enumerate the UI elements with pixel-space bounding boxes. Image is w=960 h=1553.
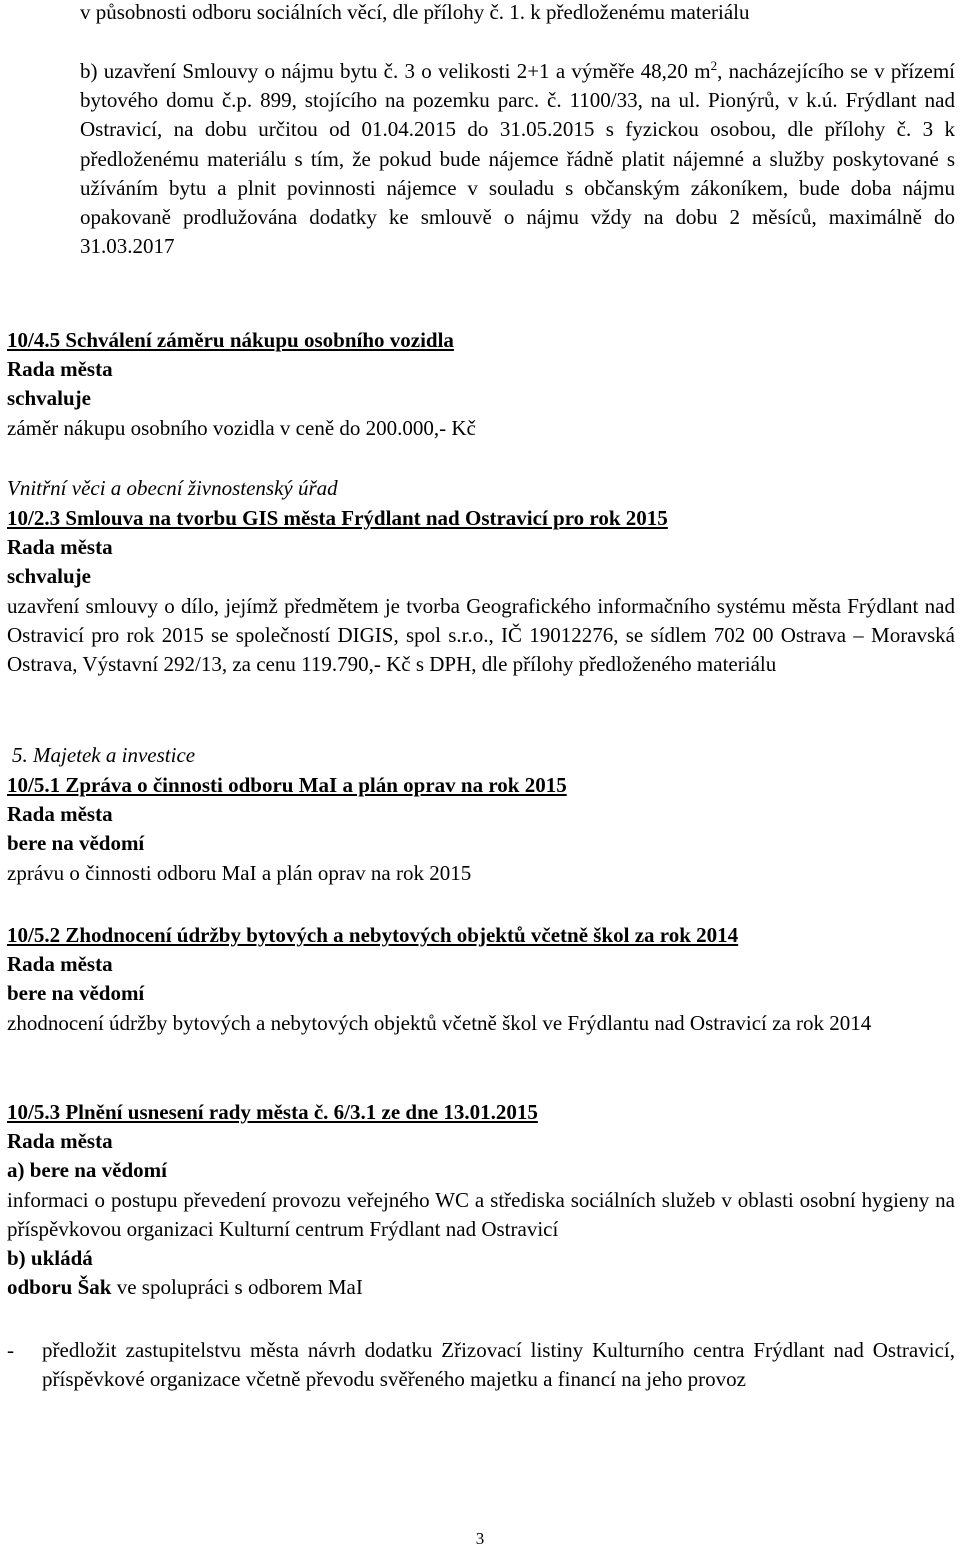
item-b-text-post: , nacházejícího se v přízemí bytového domu č.p. 899, stojícího na pozemku parc. č. 1100/33, na ul. Pionýrů, v k.ú. Frýdlant nad Ostravicí, na dobu určitou od 01.04.2015 do 31.05.2015 s fyzickou osobou, dle přílohy č. 3 k předloženému materiálu s tím, že pokud bude nájemce řádně platit nájemné a služby poskytované s užíváním bytu a plnit povinnosti nájemce v souladu s občanským zákoníkem, bude doba nájmu opakovaně prodlužována dodatky ke smlouvě o nájmu vždy na dobu 2 měsíců, maximálně do 31.03.2017 <box>80 59 956 259</box>
resolution-text: zprávu o činnosti odboru MaI a plán oprav na rok 2015 <box>7 860 472 885</box>
resolution-10-4-5 <box>7 326 955 443</box>
resolution-verb: schvaluje <box>7 564 91 589</box>
resolution-10-5-3 <box>7 1098 955 1302</box>
section-title-internal-affairs: Vnitřní věci a obecní živnostenský úřad <box>7 476 338 500</box>
resolution-text: zhodnocení údržby bytových a nebytových objektů včetně škol ve Frýdlantu nad Ostravicí za rok 2014 <box>7 1010 872 1035</box>
resolution-heading: 10/4.5 Schválení záměru nákupu osobního vozidla <box>7 328 454 352</box>
resolution-10-2-3 <box>7 504 955 679</box>
addressee-bold: odboru Šak <box>7 1275 112 1300</box>
intro-line: v působnosti odboru sociálních věcí, dle přílohy č. 1. k předloženému materiálu <box>80 0 750 24</box>
dash-bullet: - <box>7 1338 14 1362</box>
resolution-heading: 10/5.3 Plnění usnesení rady města č. 6/3.1 ze dne 13.01.2015 <box>7 1100 538 1124</box>
item-b-superscript: 2 <box>710 58 718 73</box>
resolution-10-5-1 <box>7 771 955 888</box>
council-label: Rada města <box>7 357 113 382</box>
council-label: Rada města <box>7 1129 113 1154</box>
resolution-heading: 10/2.3 Smlouva na tvorbu GIS města Frýdlant nad Ostravicí pro rok 2015 <box>7 506 668 530</box>
resolution-text: uzavření smlouvy o dílo, jejímž předmětem je tvorba Geografického informačního systému města Frýdlant nad Ostravicí pro rok 2015 se společností DIGIS, spol s.r.o., IČ 19012276, se sídlem 702 00 Ostrava – Moravská Ostrava, Výstavní 292/13, za cenu 119.790,- Kč s DPH, dle přílohy předloženého materiálu <box>7 593 955 677</box>
resolution-verb-a: a) bere na vědomí <box>7 1158 168 1183</box>
resolution-verb: bere na vědomí <box>7 981 145 1006</box>
section-title-property: 5. Majetek a investice <box>12 743 196 767</box>
page-number: 3 <box>475 1529 485 1548</box>
resolution-verb: bere na vědomí <box>7 831 145 856</box>
addressee-rest: ve spolupráci s odborem MaI <box>111 1275 363 1300</box>
resolution-heading: 10/5.2 Zhodnocení údržby bytových a nebytových objektů včetně škol za rok 2014 <box>7 923 739 947</box>
council-label: Rada města <box>7 952 113 977</box>
task-text: předložit zastupitelstvu města návrh dodatku Zřizovací listiny Kulturního centra Frýdlant nad Ostravicí, příspěvkové organizace včetně převodu svěřeného majetku a financí na jeho provoz <box>42 1338 955 1392</box>
resolution-text: záměr nákupu osobního vozidla v ceně do 200.000,- Kč <box>7 415 476 440</box>
council-label: Rada města <box>7 802 113 827</box>
task-list-item <box>7 1336 955 1394</box>
resolution-addressee <box>7 1273 955 1302</box>
resolution-text-a: informaci o postupu převedení provozu veřejného WC a střediska sociálních služeb v oblasti osobní hygieny na příspěvkovou organizaci Kulturní centrum Frýdlant nad Ostravicí <box>7 1187 955 1241</box>
resolution-verb-b: b) ukládá <box>7 1246 93 1271</box>
resolution-verb: schvaluje <box>7 386 91 411</box>
resolution-10-5-2 <box>7 921 955 1038</box>
item-b-paragraph <box>80 57 955 261</box>
item-b-text-pre: b) uzavření Smlouvy o nájmu bytu č. 3 o velikosti 2+1 a výměře 48,20 m <box>80 59 711 83</box>
resolution-heading: 10/5.1 Zpráva o činnosti odboru MaI a plán oprav na rok 2015 <box>7 773 567 797</box>
council-label: Rada města <box>7 535 113 560</box>
